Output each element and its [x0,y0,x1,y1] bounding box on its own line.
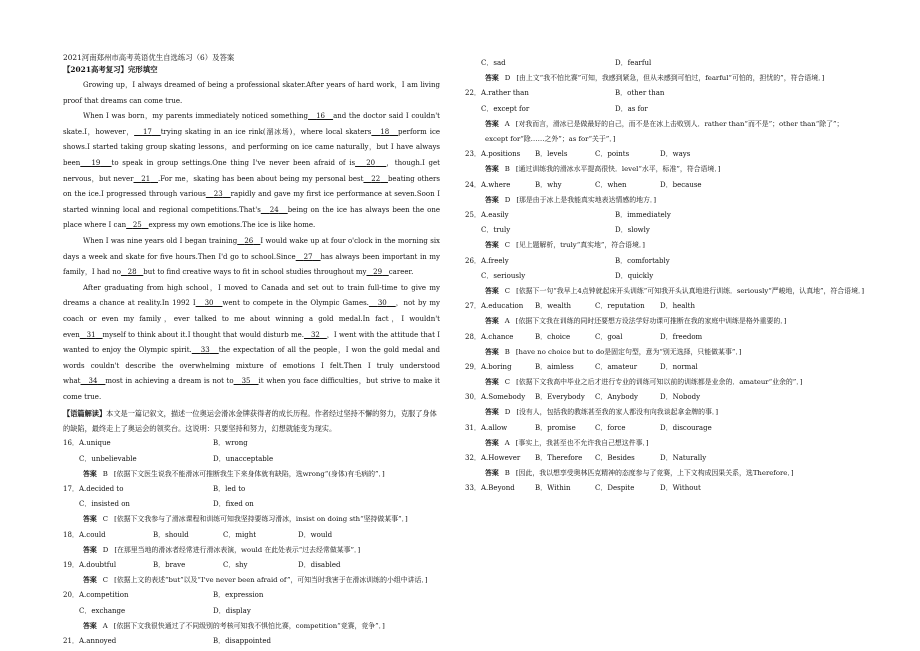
answer-18 [63,543,440,558]
question-number: 20． [63,591,79,600]
question-number: 25． [465,210,481,219]
answer-explanation: [那是由于冰上是我能真实地表达情感的地方．] [516,195,657,204]
blank-21: 21 [141,174,151,183]
option-22-0: A.rather than [481,89,529,98]
question-28 [465,330,865,345]
answer-key: A [504,119,510,128]
option-30-3: D．Nobody [660,393,701,402]
answer-explanation: [have no choice but to do是固定句型，意为“别无选择，只能做某事”．] [515,347,742,356]
answer-explanation: [没有人，包括我的教练甚至我的家人都没有向我谈起拿金牌的事．] [516,408,719,417]
answer-label: 答案 [485,408,499,417]
answer-19 [63,573,440,588]
question-number: 16． [63,439,79,448]
answer-label: 答案 [485,347,499,356]
option-25-1: B．immediately [615,210,671,219]
option-29-0: A.boring [481,362,512,371]
passage-analysis [63,406,440,436]
answer-key: D [504,74,511,83]
answer-key: A [504,317,510,326]
answer-label: 答案 [485,165,499,174]
option-21-3: D．fearful [615,59,652,67]
answer-explanation: [依据下一句“我早上4点钟就起床开头训练”可知我开头认真地进行训练．seriously“严峻地，认真地”，符合语境．] [516,286,865,295]
option-32-1: B．Therefore [535,454,583,463]
option-26-2: C．seriously [481,271,526,280]
question-29 [465,360,865,375]
question-number: 33． [465,484,481,493]
question-number: 31． [465,423,481,432]
option-27-0: A.education [481,302,524,311]
left-column [63,52,440,649]
question-number: 26． [465,256,481,265]
option-33-2: C．Despite [595,484,635,493]
answer-key: D [504,408,511,417]
question-17-row2 [63,497,440,512]
blank-29: 29 [373,268,383,277]
answer-30 [465,405,865,420]
question-number: 32． [465,454,481,463]
option-33-0: A.Beyond [481,484,515,493]
blank-26: 26 [244,236,254,245]
blank-18: 18 [380,127,390,136]
blank-33: 33 [200,346,210,355]
option-17-1: B．led to [213,485,246,494]
blank-20: 20 [366,158,376,167]
option-32-2: C．Besides [595,454,635,463]
option-31-2: C．force [595,423,626,432]
answer-17 [63,512,440,527]
question-25 [465,208,865,223]
option-33-1: B．Within [535,484,571,493]
answer-key: A [504,438,510,447]
answer-explanation: [因此，我以想享受奥林匹克精神的态度参与了竞赛，上下文构成因果关系，选Therefore．] [515,469,794,478]
answer-label: 答案 [83,621,97,630]
option-19-3: D．disabled [298,561,341,570]
answer-28 [465,345,865,360]
answer-label: 答案 [485,195,499,204]
answer-key: C [504,241,511,250]
blank-22: 22 [371,174,381,183]
question-number: 21． [63,636,79,645]
option-24-0: A.where [481,180,511,189]
option-30-1: B．Everybody [535,393,585,402]
option-29-3: D．normal [660,362,698,371]
passage-paragraph-2: When I was born，my parents immediately noticed something 16 and the doctor said I couldn't skate.I，however， 17 trying skating in an ice rink(溜冰场)，where local skaters 18 perform ice shows.I started taking group skating lessons，and performing on ice came naturally，but I have always been 19 to speak in group settings.One thing I've never been afraid of is 20 ，though.I get nervous，but never 21 .For me，skating has been about being my personal best 22 beating others on the ice.I progressed through various 23 rapidly and gave my first ice performance at seven.Soon I started winning local and regional competitions.That's 24 being on the ice has always been the one place where I can 25 express my own emotions.The ice is like home. [63,112,441,230]
option-26-0: A.freely [481,256,509,265]
question-20-row2 [63,604,440,619]
question-list-left [63,436,440,649]
answer-explanation: [依据下文医生说我不能滑冰可推断我生下来身体就有缺陷，选wrong“(身体)有毛病的”．] [113,469,385,478]
answer-explanation: [依据上文的表述“but”以及“I've never been afraid of”，可知当时我害于在滑冰训练的小组中讲话．] [114,576,428,585]
question-number: 30． [465,393,481,402]
option-16-3: D．unacceptable [213,454,274,463]
passage-paragraph-4: After graduating from high school，I moved to Canada and set out to train full-time to give my dreams a chance at reality.In 1992 I 30 went to compete in the Olympic Games. 30 ，not by my coach or even my family，ever talked to me about winning a gold medal.In fact，I wouldn't even 31 myself to think about it.I thought that would disturb me. 32 ，I went with the attitude that I wanted to enjoy the Olympic spirit. 33 the expectation of all the people，I won the gold medal and words couldn't describe the overwhelming mixture of emotions I felt.Then I truly understood what 34 most in achieving a dream is not to 35 it when you face difficulties，but strive to make it come true. [63,283,440,401]
answer-key: B [504,347,510,356]
question-number: 27． [465,302,481,311]
answer-22 [465,117,865,147]
blank-34: 34 [88,377,98,386]
question-26-row2 [465,269,865,284]
blank-30b: 30 [377,299,387,308]
answer-explanation: [依据下文我很快通过了不同级别的考核可知我不惧怕比赛，competition“竞赛，竞争”．] [113,621,385,630]
option-17-0: A.decided to [79,485,124,494]
answer-25 [465,238,865,253]
answer-32 [465,466,865,481]
blank-27: 27 [303,252,313,261]
option-20-1: B．expression [213,591,264,600]
blank-24: 24 [269,205,279,214]
blank-23: 23 [213,190,223,199]
answer-key: C [102,515,109,524]
answer-label: 答案 [485,241,499,250]
answer-key: A [102,621,108,630]
answer-20 [63,619,440,634]
option-25-0: A.easily [481,210,509,219]
option-27-2: C．reputation [595,302,645,311]
answer-label: 答案 [485,438,499,447]
answer-explanation: [事实上，我甚至也不允许我自己想这件事．] [515,438,649,447]
question-26 [465,254,865,269]
question-18 [63,528,440,543]
right-column [465,56,865,497]
option-18-3: D．would [298,530,333,539]
question-21-row2 [465,56,865,71]
option-31-3: D．discourage [660,423,712,432]
answer-label: 答案 [83,545,97,554]
option-22-3: D．as for [615,104,648,113]
answer-explanation: [对我而言，滑冰已是做最好的自己，而不是在冰上击败别人．rather than“而不是”；other than“除了”；except for“除……之外”；as for“关于”．] [485,119,844,143]
option-27-1: B．wealth [535,302,572,311]
answer-label: 答案 [83,469,97,478]
question-21 [63,634,440,649]
question-number: 18． [63,530,79,539]
option-21-1: B．disappointed [213,636,271,645]
answer-label: 答案 [83,515,97,524]
question-16-row2 [63,452,440,467]
option-20-3: D．display [213,606,251,615]
question-19 [63,558,440,573]
analysis-label: 【语篇解读】 [63,409,107,419]
answer-label: 答案 [485,378,499,387]
question-17 [63,482,440,497]
answer-16 [63,467,440,482]
answer-27 [465,314,865,329]
blank-30: 30 [204,299,214,308]
question-list-right [465,86,865,496]
blank-16: 16 [316,112,325,121]
option-32-3: D．Naturally [660,454,707,463]
option-19-1: B．brave [153,561,186,570]
option-18-2: C．might [223,530,257,539]
answer-label: 答案 [485,317,499,326]
blank-31: 31 [86,330,96,339]
option-29-2: C．amateur [595,362,638,371]
question-number: 28． [465,332,481,341]
blank-28: 28 [127,268,137,277]
question-24 [465,178,865,193]
question-22-row2 [465,102,865,117]
answer-key: B [504,469,510,478]
option-16-1: B．wrong [213,439,248,448]
option-33-3: D．Without [660,484,701,493]
question-number: 29． [465,362,481,371]
option-19-2: C．shy [223,561,248,570]
option-32-0: A.However [481,454,521,463]
question-number: 22． [465,89,481,98]
option-26-1: B．comfortably [615,256,670,265]
answer-label: 答案 [485,286,499,295]
option-24-1: B．why [535,180,562,189]
question-16 [63,436,440,451]
answer-explanation: [依据下文我参与了滑冰课程和训练可知我坚持要练习滑冰，insist on doing sth“坚持做某事”．] [114,515,408,524]
answer-explanation: [依据下文我在训练的同时还要想方设法学好功课可推断在我的家庭中训练是格外重要的．] [515,317,787,326]
question-number: 24． [465,180,481,189]
question-30 [465,390,865,405]
question-23 [465,147,865,162]
option-28-0: A.chance [481,332,514,341]
answer-explanation: [由上文“我不怕比赛”可知，我感到紧急，但从未感到可怕过，fearful“可怕的，担忧的”，符合语境．] [516,74,825,83]
answer-key: C [102,576,109,585]
answer-explanation: [在那里当地的滑冰者经常进行滑冰表演，would 在此处表示“过去经常做某事”．] [114,545,361,554]
passage-paragraph-1: Growing up，I always dreamed of being a professional skater.After years of hard work，I am living proof that dreams can come true. [63,81,440,105]
option-18-1: B．should [153,530,189,539]
blank-32: 32 [310,330,320,339]
option-28-1: B．choice [535,332,571,341]
blank-17: 17 [142,127,152,136]
option-22-1: B．other than [615,89,665,98]
blank-35: 35 [241,377,251,386]
section-label: 【2021高考复习】完形填空 [63,65,158,74]
option-20-0: A.competition [79,591,129,600]
answer-explanation: [通过训练我的滑冰水平提高很快．level“水平，标准”，符合语境．] [515,165,721,174]
option-21-0: A.annoyed [79,636,117,645]
option-16-2: C．unbelievable [79,454,137,463]
document-title: 2021河南郑州市高考英语优生自选练习（6）及答案 [63,53,235,62]
option-30-0: A.Somebody [481,393,526,402]
question-33 [465,481,865,496]
question-27 [465,299,865,314]
option-17-2: C．insisted on [79,500,130,509]
answer-explanation: [见上题解析，truly“真实地”，符合语境．] [516,241,645,250]
answer-23 [465,162,865,177]
option-17-3: D．fixed on [213,500,254,509]
answer-explanation: [依据下文我高中毕业之后才进行专业的训练可知以前的训练都是业余的．amateur“业余的”．] [516,378,803,387]
question-number: 19． [63,561,79,570]
answer-key: D [504,195,511,204]
question-number: 17． [63,485,79,494]
answer-31 [465,436,865,451]
question-31 [465,421,865,436]
question-20 [63,588,440,603]
answer-label: 答案 [485,469,499,478]
question-32 [465,451,865,466]
option-22-2: C．except for [481,104,530,113]
option-23-1: B．levels [535,150,568,159]
passage-paragraph-3: When I was nine years old I began training 26 I would wake up at four o'clock in the morning six days a week and skate for five hours.Then I'd go to school.Since 27 has always been important in my family，I had no 28 but to find creative ways to fit in school studies throughout my 29 career. [63,236,441,277]
blank-25: 25 [132,221,142,230]
analysis-text: 本文是一篇记叙文，描述一位奥运会滑冰金牌获得者的成长历程。作者经过坚持不懈的努力，克服了身体的缺陷，最终走上了奥运会的领奖台。这说明：只要坚持和努力，幻想就能变为现实。 [63,409,437,434]
option-31-0: A.allow [481,423,508,432]
answer-key: C [504,378,511,387]
answer-26 [465,284,865,299]
question-21-continued [465,56,865,86]
question-25-row2 [465,223,865,238]
option-18-0: A.could [79,530,106,539]
blank-19: 19 [91,158,101,167]
option-20-2: C．exchange [79,606,126,615]
answer-label: 答案 [485,119,499,128]
answer-label: 答案 [83,576,97,585]
answer-29 [465,375,865,390]
option-23-0: A.positions [481,150,521,159]
answer-key: D [102,545,109,554]
question-number: 23． [465,150,481,159]
answer-key: B [504,165,510,174]
answer-key: C [504,286,511,295]
answer-21 [465,71,865,86]
question-22 [465,86,865,101]
option-25-3: D．slowly [615,226,650,235]
option-23-2: C．points [595,150,630,159]
option-21-2: C．sad [481,59,506,67]
option-25-2: C．truly [481,226,511,235]
option-31-1: B．promise [535,423,576,432]
option-24-2: C．when [595,180,627,189]
option-24-3: D．because [660,180,702,189]
option-28-3: D．freedom [660,332,703,341]
option-27-3: D．health [660,302,695,311]
answer-24 [465,193,865,208]
option-29-1: B．aimless [535,362,574,371]
option-16-0: A.unique [79,439,111,448]
option-30-2: C．Anybody [595,393,639,402]
option-28-2: C．goal [595,332,623,341]
answer-label: 答案 [485,74,499,83]
answer-key: B [102,469,108,478]
option-26-3: D．quickly [615,271,654,280]
option-19-0: A.doubtful [79,561,117,570]
option-23-3: D．ways [660,150,691,159]
